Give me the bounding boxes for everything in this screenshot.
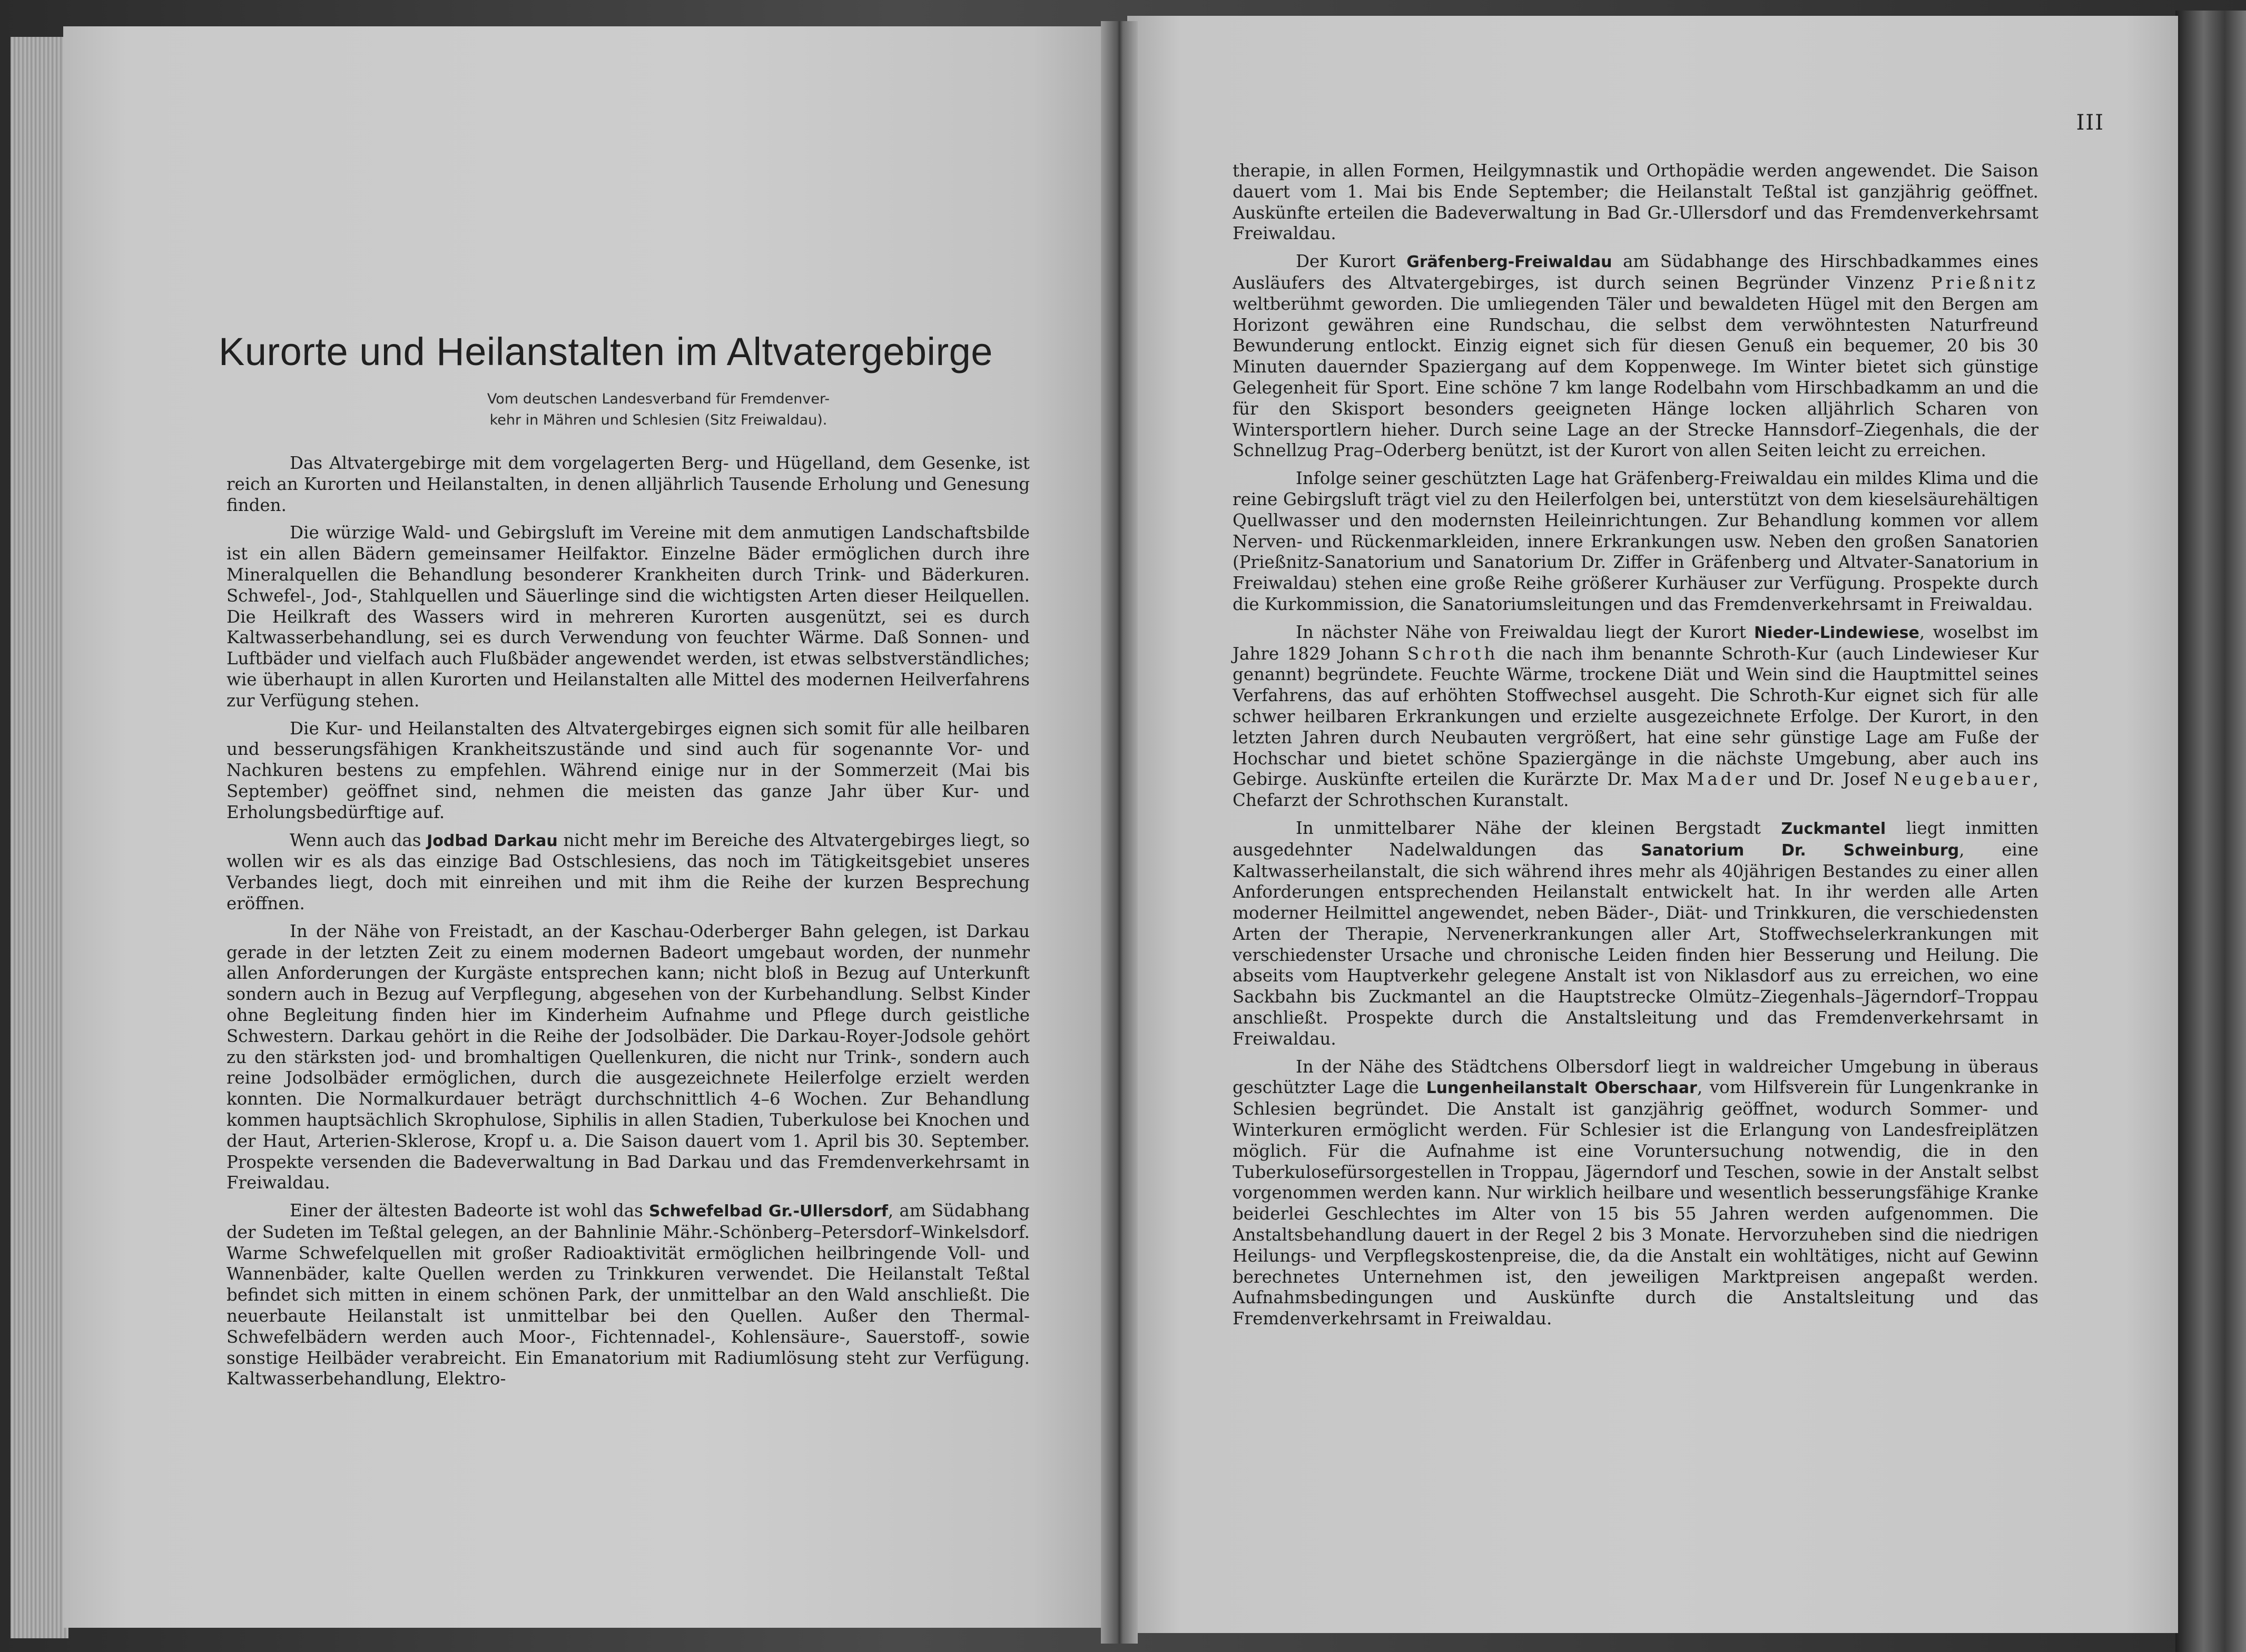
spa-name: Schwefelbad Gr.-Ullersdorf	[649, 1202, 888, 1221]
place-name: Zuckmantel	[1781, 819, 1886, 838]
paragraph: Die Kur- und Heilanstalten des Altvatergebirges eignen sich somit für alle heilbaren und besserungsfähigen Krankheitszustände und sind auch für sogenannte Vor- und Nachkuren bestens zu empfehlen. Während einige nur in der Sommerzeit (Mai bis September) geöffnet sind, nehmen die meisten das ganze Jahr über Kur- und Erholungsbedürftige auf.	[226, 718, 1030, 822]
spa-name: Nieder-Lindewiese	[1754, 623, 1919, 642]
paragraph	[226, 1201, 1030, 1390]
paragraph	[1233, 622, 2038, 811]
text-run: Einer der ältesten Badeorte ist wohl das	[290, 1201, 649, 1221]
text-run: , vom Hilfsverein für Lungenkranke in Schlesien begründet. Die Anstalt ist ganzjährig geöffnet, wodurch Sommer- und Winterkuren ermöglicht werden. Für Schlesier ist die Erlangung von Landesfreiplätzen möglich. Für die Aufnahme ist eine Voruntersuchung notwendig, die in den Tuberkulosefürsorgestellen in Troppau, Jägerndorf und Teschen, sowie in der Anstalt selbst vorgenommen werden kann. Nur wirklich heilbare und wesentlich besserungsfähige Kranke beiderlei Geschlechtes im Alter von 15 bis 55 Jahren werden aufgenommen. Die Anstaltsbehandlung dauert in der Regel 2 bis 3 Monate. Hervorzuheben sind die niedrigen Heilungs- und Verpflegskostenpreise, die, da die Anstalt ein wohltätiges, nicht auf Gewinn berechnetes Unternehmen ist, den jeweiligen Marktpreisen angepaßt werden. Aufnahmsbedingungen und Auskünfte durch die Anstaltsleitung und das Fremdenverkehrsamt in Freiwaldau.	[1233, 1077, 2039, 1329]
person-name: Neugebauer	[1894, 769, 2033, 790]
person-name: Schroth	[1407, 643, 1499, 664]
text-run: Wenn auch das	[290, 830, 427, 850]
text-run: In der Nähe des Städtchens Olbersdorf liegt in waldreicher Umgebung in überaus geschützter Lage die	[1233, 1056, 2038, 1098]
book-gutter	[1101, 21, 1138, 1644]
page-number: III	[2076, 111, 2104, 135]
text-run: Der Kurort	[1296, 251, 1407, 272]
byline-line: kehr in Mähren und Schlesien (Sitz Freiwaldau).	[489, 412, 828, 428]
text-run: In unmittelbarer Nähe der kleinen Bergstadt	[1296, 818, 1781, 838]
person-name: Mader	[1687, 769, 1760, 790]
text-run: , Chefarzt der Schrothschen Kuranstalt.	[1233, 769, 2038, 811]
text-run: und Dr. Josef	[1759, 769, 1894, 790]
text-run: am Südabhange des Hirschbadkammes eines Ausläufers des Altvatergebirges, ist durch seinen Begründer Vinzenz	[1233, 251, 2038, 293]
text-run: , am Südabhang der Sudeten im Teßtal gelegen, an der Bahnlinie Mähr.-Schönberg–Petersdorf–Winkelsdorf. Warme Schwefelquellen mit großer Radioaktivität ermöglichen heilbringende Voll- und Wannenbäder, kalte Quellen werden zu Trinkkuren verwendet. Die Heilanstalt Teßtal befindet sich mitten in einem schönen Park, der unmittelbar an den Wald anschließt. Die neuerbaute Heilanstalt ist unmittelbar bei den Quellen. Außer den Thermal-Schwefelbädern werden auch Moor-, Fichtennadel-, Kohlensäure-, Sauerstoff-, sowie sonstige Heilbäder verabreicht. Ein Emanatorium mit Radiumlösung steht zur Verfügung. Kaltwasserbehandlung, Elektro-	[226, 1201, 1030, 1389]
text-run: In nächster Nähe von Freiwaldau liegt der Kurort	[1296, 622, 1754, 642]
paragraph	[1233, 251, 2038, 461]
article-title: Kurorte und Heilanstalten im Altvatergebirge	[219, 330, 993, 373]
paragraph: therapie, in allen Formen, Heilgymnastik und Orthopädie werden angewendet. Die Saison dauert vom 1. Mai bis Ende September; die Heilanstalt Teßtal ist ganzjährig geöffnet. Auskünfte erteilen die Badeverwaltung in Bad Gr.-Ullersdorf und das Fremdenverkehrsamt Freiwaldau.	[1233, 161, 2038, 244]
text-run: die nach ihm benannte Schroth-Kur (auch Lindewieser Kur genannt) begründete. Feuchte Wärme, trockene Diät und Wein sind die Hauptmittel seines Verfahrens, das auf erhöhten Stoffwechsel ausgeht. Die Schroth-Kur eignet sich für alle schwer heilbaren Erkrankungen und erzielte ausgezeichnete Erfolge. Der Kurort, in den letzten Jahren durch Neubauten vergrößert, hat eine sehr günstige Lage am Fuße der Hochschar und bietet schöne Spaziergänge in die nächste Umgebung, aber auch ins Gebirge. Auskünfte erteilen die Kurärzte Dr. Max	[1233, 643, 2038, 790]
paragraph	[1233, 1057, 2038, 1330]
byline-line: Vom deutschen Landesverband für Fremdenver-	[487, 391, 830, 407]
left-text-column	[226, 453, 1030, 1397]
paragraph: Das Altvatergebirge mit dem vorgelagerten Berg- und Hügelland, dem Gesenke, ist reich an Kurorten und Heilanstalten, in denen alljährlich Tausende Erholung und Genesung finden.	[226, 453, 1030, 515]
spa-name: Jodbad Darkau	[427, 831, 558, 850]
paragraph	[1233, 818, 2038, 1050]
spa-name: Gräfenberg-Freiwaldau	[1406, 253, 1612, 272]
spa-name: Sanatorium Dr. Schweinburg	[1641, 841, 1959, 860]
paragraph: Infolge seiner geschützten Lage hat Gräfenberg-Freiwaldau ein mildes Klima und die reine Gebirgsluft trägt viel zu den Heilerfolgen bei, unterstützt von dem kieselsäurehältigen Quellwasser und den modernsten Heileinrichtungen. Zur Behandlung kommen vor allem Nerven- und Rückenmarkleiden, innere Erkrankungen usw. Neben den großen Sanatorien (Prießnitz-Sanatorium und Sanatorium Dr. Ziffer in Gräfenberg und Altvater-Sanatorium in Freiwaldau) stehen eine große Reihe größerer Kurhäuser zur Verfügung. Prospekte durch die Kurkommission, die Sanatoriumsleitungen und das Fremdenverkehrsamt in Freiwaldau.	[1233, 468, 2038, 614]
paragraph: Die würzige Wald- und Gebirgsluft im Vereine mit dem anmutigen Landschaftsbilde ist ein allen Bädern gemeinsamer Heilfaktor. Einzelne Bäder ermöglichen durch ihre Mineralquellen die Behandlung besonderer Krankheiten durch Trink- und Bäderkuren. Schwefel-, Jod-, Stahlquellen und Säuerlinge sind die wichtigsten Arten dieser Heilquellen. Die Heilkraft des Wassers wird in mehreren Kurorten ausgenützt, sei es durch Kaltwasserbehandlung, sei es durch Verwendung von feuchter Wärme. Daß Sonnen- und Luftbäder und vielfach auch Flußbäder angewendet werden, ist etwas selbstverständliches; wie überhaupt in allen Kurorten und Heilanstalten alle Mittel des modernen Heilverfahrens zur Verfügung stehen.	[226, 523, 1030, 711]
text-run: , eine Kaltwasserheilanstalt, die sich während ihres mehr als 40jährigen Bestandes zu einer allen Anforderungen entsprechenden Heilanstalt entwickelt hat. In ihr werden alle Arten moderner Heilmittel angewendet, neben Bäder-, Diät- und Trinkkuren, die verschiedensten Arten der Therapie, Nervenerkrankungen aller Art, Stoffwechselerkrankungen mit verschiedenster Ursache und chronische Leiden finden hier Besserung und Heilung. Die abseits vom Hauptverkehr gelegene Anstalt ist von Niklasdorf aus zu erreichen, wo eine Sackbahn bis Zuckmantel an die Hauptstrecke Olmütz–Ziegenhals–Jägerndorf–Troppau anschließt. Prospekte durch die Anstaltsleitung und das Fremdenverkehrsamt in Freiwaldau.	[1233, 839, 2038, 1049]
text-run: weltberühmt geworden. Die umliegenden Täler und bewaldeten Hügel mit den Bergen am Horizont gewähren eine Rundschau, die selbst dem verwöhntesten Naturfreund Bewunderung entlockt. Einzig eignet sich für diesen Genuß ein bequemer, 20 bis 30 Minuten dauernder Spaziergang auf dem Koppenwege. Im Winter bietet sich günstige Gelegenheit für Sport. Eine schöne 7 km lange Rodelbahn vom Hirschbadkamm an und die für den Skisport besonders geeigneten Hänge locken alljährlich Scharen von Wintersportlern hieher. Durch seine Lage an der Strecke Hannsdorf–Ziegenhals, die der Schnellzug Prag–Oderberg benützt, ist der Kurort von allen Seiten leicht zu erreichen.	[1233, 293, 2038, 461]
text-run: nicht mehr im Bereiche des Altvatergebirges liegt, so wollen wir es als das einzige Bad Ostschlesiens, das noch im Tätigkeitsgebiet unseres Verbandes liegt, doch mit einreihen und mit ihm die Reihe der kurzen Besprechung eröffnen.	[226, 830, 1030, 913]
right-text-column	[1233, 161, 2038, 1336]
paragraph	[226, 830, 1030, 914]
book-cover-edge	[2175, 11, 2246, 1652]
page-stack-edge	[11, 37, 68, 1638]
article-byline	[342, 389, 974, 431]
spa-name: Lungenheilanstalt Oberschaar	[1426, 1079, 1697, 1098]
text-run: , woselbst im Jahre 1829 Johann	[1233, 622, 2038, 664]
paragraph: In der Nähe von Freistadt, an der Kaschau-Oderberger Bahn gelegen, ist Darkau gerade in der letzten Zeit zu einem modernen Badeort umgebaut worden, der nunmehr allen Anforderungen der Kurgäste entsprechen kann; nicht bloß in Bezug auf Unterkunft sondern auch in Bezug auf Verpflegung, abgesehen von der Kurbehandlung. Selbst Kinder ohne Begleitung finden hier im Kinderheim Aufnahme und Pflege durch geistliche Schwestern. Darkau gehört in die Reihe der Jodsolbäder. Die Darkau-Royer-Jodsole gehört zu den stärksten jod- und bromhaltigen Quellenkuren, die nicht nur Trink-, sondern auch reine Jodsolbäder ermöglichen, durch die ausgezeichnete Heilerfolge erzielt werden konnten. Die Normalkurdauer beträgt durchschnittlich 4–6 Wochen. Zur Behandlung kommen hauptsächlich Skrophulose, Siphilis in allen Stadien, Tuberkulose bei Knochen und der Haut, Arterien-Sklerose, Kropf u. a. Die Saison dauert vom 1. April bis 30. September. Prospekte versenden die Badeverwaltung in Bad Darkau und das Fremdenverkehrsamt in Freiwaldau.	[226, 921, 1030, 1193]
text-run: liegt inmitten ausgedehnter Nadelwaldungen das	[1233, 818, 2038, 860]
person-name: Prießnitz	[1930, 272, 2038, 293]
